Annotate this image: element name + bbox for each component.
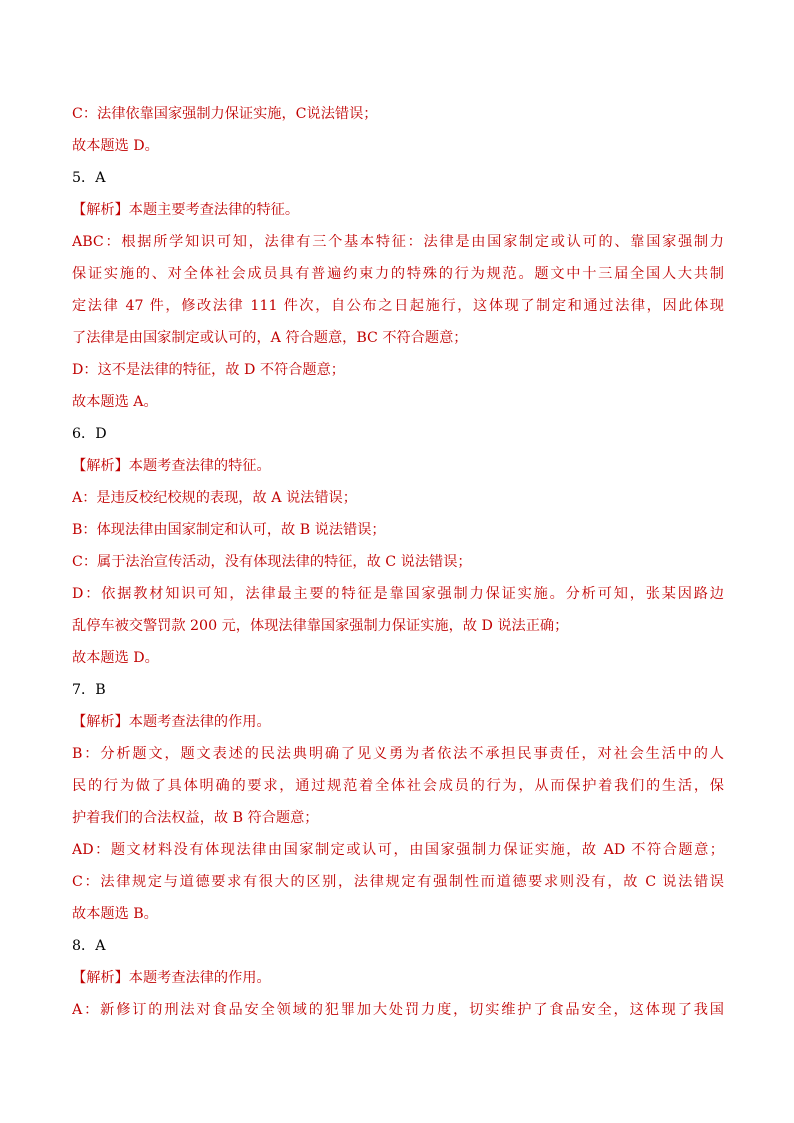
explanation-line: C：法律依靠国家强制力保证实施，C说法错误；: [72, 106, 378, 122]
answer-line: 5．A: [72, 170, 106, 186]
answer-line: 8．A: [72, 938, 106, 954]
explanation-line: C：属于法治宣传活动，没有体现法律的特征，故 C 说法错误；: [72, 554, 472, 570]
explanation-line: 护着我们的合法权益，故 B 符合题意；: [72, 810, 319, 826]
explanation-line: A：新修订的刑法对食品安全领域的犯罪加大处罚力度，切实维护了食品安全，这体现了我国: [72, 1002, 724, 1018]
explanation-line: 【解析】本题考查法律的作用。: [72, 970, 271, 986]
answer-explanation-document: [72, 98, 724, 1026]
explanation-line: 定法律 47 件，修改法律 111 件次，自公布之日起施行，这体现了制定和通过法律，因此体现: [72, 298, 724, 314]
explanation-line: 故本题选 A。: [72, 394, 158, 410]
explanation-line: D：依据教材知识可知，法律最主要的特征是靠国家强制力保证实施。分析可知，张某因路边: [72, 586, 724, 602]
explanation-line: 【解析】本题主要考查法律的特征。: [72, 202, 300, 218]
explanation-line: B：体现法律由国家制定和认可，故 B 说法错误；: [72, 522, 386, 538]
explanation-line: 【解析】本题考查法律的特征。: [72, 458, 271, 474]
explanation-line: B：分析题文，题文表述的民法典明确了见义勇为者依法不承担民事责任，对社会生活中的人: [72, 746, 724, 762]
explanation-line: 故本题选 D。: [72, 138, 159, 154]
explanation-line: C：法律规定与道德要求有很大的区别，法律规定有强制性而道德要求则没有，故 C 说法错误: [72, 874, 724, 890]
answer-line: 6．D: [72, 426, 107, 442]
explanation-line: A：是违反校纪校规的表现，故 A 说法错误；: [72, 490, 357, 506]
explanation-line: 乱停车被交警罚款 200 元，体现法律靠国家强制力保证实施，故 D 说法正确；: [72, 618, 569, 634]
explanation-line: 【解析】本题考查法律的作用。: [72, 714, 271, 730]
explanation-line: 故本题选 B。: [72, 906, 158, 922]
explanation-line: 故本题选 D。: [72, 650, 159, 666]
explanation-line: AD：题文材料没有体现法律由国家制定或认可，由国家强制力保证实施，故 AD 不符合题意；: [72, 842, 724, 858]
explanation-line: 了法律是由国家制定或认可的，A 符合题意，BC 不符合题意；: [72, 330, 468, 346]
explanation-line: 保证实施的、对全体社会成员具有普遍约束力的特殊的行为规范。题文中十三届全国人大共制: [72, 266, 724, 282]
explanation-line: D：这不是法律的特征，故 D 不符合题意；: [72, 362, 345, 378]
explanation-line: ABC：根据所学知识可知，法律有三个基本特征：法律是由国家制定或认可的、靠国家强制力: [72, 234, 724, 250]
answer-line: 7．B: [72, 682, 106, 698]
explanation-line: 民的行为做了具体明确的要求，通过规范着全体社会成员的行为，从而保护着我们的生活，保: [72, 778, 724, 794]
